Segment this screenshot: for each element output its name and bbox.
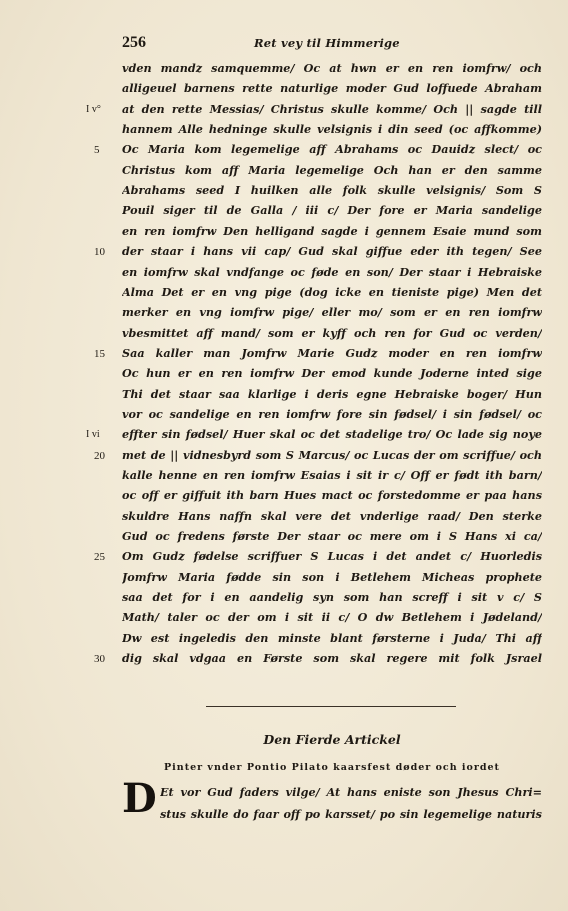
line-text: Gud oc fredens første Der staar oc mere om i S Hans xi ca/ xyxy=(122,529,542,544)
text-line xyxy=(0,302,568,322)
text-line xyxy=(0,282,568,302)
line-number: 15 xyxy=(94,347,105,360)
text-line xyxy=(0,160,568,180)
line-text: effter sin fødsel/ Huer skal oc det stadelige tro/ Oc lade sig noye xyxy=(122,427,542,442)
text-line xyxy=(0,424,568,444)
line-number: 25 xyxy=(94,551,105,564)
article-subtitle: Pinter vnder Pontio Pilato kaarsfest døder och iordet xyxy=(164,762,500,773)
line-text: Jomfrw Maria fødde sin son i Betlehem Micheas prophete xyxy=(122,569,542,584)
line-number: 20 xyxy=(94,449,105,462)
line-text: met de || vidnesbyrd som S Marcus/ oc Lucas der om scriffue/ och xyxy=(122,447,542,462)
line-text: Abrahams seed I huilken alle folk skulle velsignis/ Som S xyxy=(122,183,542,198)
text-line xyxy=(0,546,568,566)
text-line xyxy=(0,485,568,505)
text-line xyxy=(0,587,568,607)
text-line xyxy=(0,323,568,343)
text-line xyxy=(0,445,568,465)
running-title: Ret vey til Himmerige xyxy=(254,36,400,50)
article-text-line: Et vor Gud faders vilge/ At hans eniste son Jhesus Chri= xyxy=(160,785,542,799)
line-text: Om Gudz fødelse scriffuer S Lucas i det andet c/ Huorledis xyxy=(122,549,542,564)
text-line xyxy=(0,567,568,587)
line-text: Christus kom aff Maria legemelige Och han er den samme xyxy=(122,162,542,177)
text-line xyxy=(0,241,568,261)
line-text: Thi det staar saa klarlige i deris egne Hebraiske boger/ Hun xyxy=(122,386,542,401)
line-text: vbesmittet aff mand/ som er kyff och ren for Gud oc verden/ xyxy=(122,325,542,340)
line-text: oc off er giffuit ith barn Hues mact oc forstedomme er paa hans xyxy=(122,488,542,503)
line-number: 30 xyxy=(94,653,105,666)
line-text: hannem Alle hedninge skulle velsignis i din seed (oc affkomme) xyxy=(122,122,542,137)
line-text: Saa kaller man Jomfrw Marie Gudz moder en ren iomfrw xyxy=(122,345,542,360)
line-text: saa det for i en aandelig syn som han screff i sit v c/ S xyxy=(122,590,542,605)
text-line xyxy=(0,648,568,668)
line-text: Alma Det er en vng pige (dog icke en tieniste pige) Men det xyxy=(122,284,542,299)
text-line xyxy=(0,262,568,282)
text-line xyxy=(0,384,568,404)
page-header xyxy=(122,34,542,52)
margin-note: I v° xyxy=(86,103,101,115)
line-text: alligeuel barnens rette naturlige moder Gud loffuede Abraham xyxy=(122,81,542,96)
margin-note: I vi xyxy=(86,429,100,441)
text-line xyxy=(0,78,568,98)
text-line xyxy=(0,99,568,119)
line-text: vden mandz samquemme/ Oc at hwn er en ren iomfrw/ och xyxy=(122,61,542,75)
text-line xyxy=(0,628,568,648)
line-text: Oc Maria kom legemelige aff Abrahams oc Dauidz slect/ oc xyxy=(122,142,542,157)
article-text-line: stus skulle do faar off po karsset/ po sin legemelige naturis xyxy=(160,807,542,821)
line-text: Oc hun er en ren iomfrw Der emod kunde Joderne inted sige xyxy=(122,366,542,381)
section-divider xyxy=(206,706,456,707)
line-number: 5 xyxy=(94,144,100,157)
text-line xyxy=(0,200,568,220)
line-text: Pouil siger til de Galla / iii c/ Der fore er Maria sandelige xyxy=(122,203,542,218)
text-line xyxy=(0,343,568,363)
text-line xyxy=(0,180,568,200)
text-line xyxy=(0,119,568,139)
text-line xyxy=(0,526,568,546)
line-text: en iomfrw skal vndfange oc føde en son/ Der staar i Hebraiske xyxy=(122,264,542,279)
drop-cap: D xyxy=(122,775,157,822)
text-line xyxy=(0,139,568,159)
line-number: 10 xyxy=(94,246,105,259)
line-text: merker en vng iomfrw pige/ eller mo/ som er en ren iomfrw xyxy=(122,305,542,320)
line-text: der staar i hans vii cap/ Gud skal giffue eder ith tegen/ See xyxy=(122,244,542,259)
line-text: dig skal vdgaa en Første som skal regere mit folk Jsrael xyxy=(122,651,542,666)
article-title: Den Fierde Artickel xyxy=(263,732,401,747)
page-number: 256 xyxy=(122,34,146,51)
line-text: en ren iomfrw Den helligand sagde i gennem Esaie mund som xyxy=(122,223,542,238)
text-line xyxy=(0,506,568,526)
text-line xyxy=(0,363,568,383)
text-line xyxy=(0,607,568,627)
text-line xyxy=(0,404,568,424)
line-text: Dw est ingeledis den minste blant førsterne i Juda/ Thi aff xyxy=(122,630,542,645)
text-line xyxy=(0,221,568,241)
line-text: vor oc sandelige en ren iomfrw fore sin fødsel/ i sin fødsel/ oc xyxy=(122,406,542,421)
text-line xyxy=(0,465,568,485)
line-text: at den rette Messias/ Christus skulle komme/ Och || sagde till xyxy=(122,101,542,116)
line-text: Math/ taler oc der om i sit ii c/ O dw Betlehem i Jødeland/ xyxy=(122,610,542,625)
line-text: kalle henne en ren iomfrw Esaias i sit ir c/ Off er født ith barn/ xyxy=(122,468,542,482)
line-text: skuldre Hans naffn skal vere det vnderlige raad/ Den sterke xyxy=(122,508,542,523)
text-line xyxy=(0,58,568,78)
